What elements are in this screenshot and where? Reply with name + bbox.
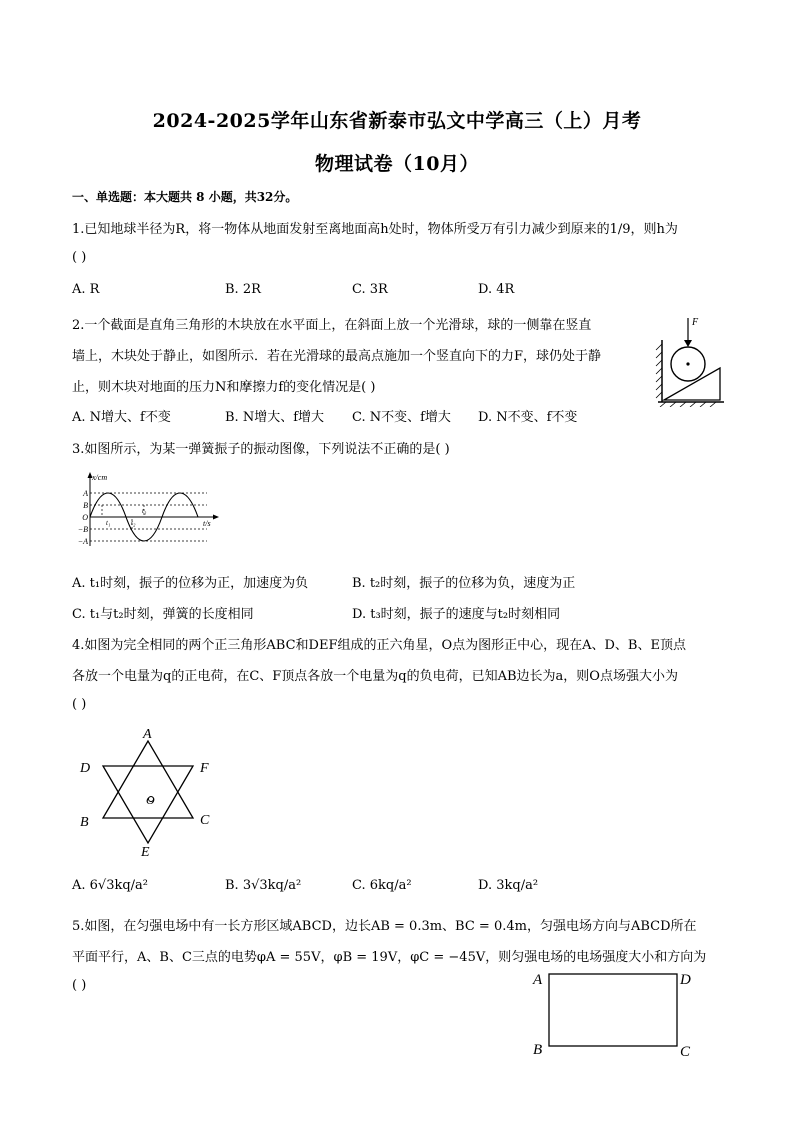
graph-tick-b: B (83, 501, 88, 510)
vertex-b: B (80, 815, 89, 830)
graph-tick-neg-b: −B (77, 525, 88, 534)
q3-option-d: D. t₃时刻，振子的速度与t₂时刻相同 (352, 607, 561, 622)
q3-option-c: C. t₁与t₂时刻，弹簧的长度相同 (72, 607, 254, 622)
q4-stem-line2: 各放一个电量为q的正电荷，在C、F顶点各放一个电量为q的负电荷，已知AB边长为a，则O点场强大小为 (72, 669, 678, 684)
q4-option-c: C. 6kq/a² (352, 878, 412, 893)
q2-option-d: D. N不变、f不变 (478, 410, 578, 425)
q5-stem-line1: 5.如图，在匀强电场中有一长方形区域ABCD，边长AB = 0.3m、BC = 0.4m，匀强电场方向与ABCD所在 (72, 919, 697, 934)
rectangle-abcd (549, 974, 677, 1046)
q5-rectangle-figure (528, 962, 702, 1060)
q1-stem-line1: 1.已知地球半径为R，将一物体从地面发射至离地面高h处时，物体所受万有引力减少到原来的1/9，则h为 (72, 222, 678, 237)
rect-vertex-d: D (680, 972, 691, 988)
q1-option-b: B. 2R (225, 282, 261, 297)
exam-title: 2024-2025学年山东省新泰市弘文中学高三（上）月考 (152, 110, 642, 132)
graph-y-label: x/cm (92, 473, 108, 482)
q2-option-a: A. N增大、f不变 (72, 410, 171, 425)
q2-option-c: C. N不变、f增大 (352, 410, 451, 425)
q1-option-a: A. R (72, 282, 100, 297)
graph-tick-neg-a: −A (77, 537, 88, 546)
q5-stem-line3: ( ) (72, 978, 87, 993)
q3-vibration-graph (72, 470, 222, 550)
q2-stem-line1: 2.一个截面是直角三角形的木块放在水平面上，在斜面上放一个光滑球，球的一侧靠在竖直 (72, 318, 592, 333)
vertex-e: E (141, 845, 150, 860)
q4-option-d: D. 3kq/a² (478, 878, 539, 893)
graph-t2: t₂ (131, 519, 136, 527)
vertex-a: A (143, 727, 152, 742)
exam-subtitle: 物理试卷（10月） (315, 153, 479, 175)
q3-option-a: A. t₁时刻，振子的位移为正，加速度为负 (72, 576, 309, 591)
q4-hexagram-figure (74, 722, 220, 862)
q2-option-b: B. N增大、f增大 (225, 410, 325, 425)
graph-tick-o: O (82, 513, 88, 522)
q2-stem-line3: 止，则木块对地面的压力N和摩擦力f的变化情况是( ) (72, 380, 376, 395)
q2-figure-ball-wedge (652, 312, 728, 407)
q4-option-b: B. 3√3kq/a² (225, 878, 302, 893)
q2-stem-line2: 墙上，木块处于静止，如图所示．若在光滑球的最高点施加一个竖直向下的力F，球仍处于静 (72, 349, 602, 364)
rect-vertex-c: C (680, 1044, 691, 1060)
section-heading: 一、单选题：本大题共 8 小题，共32分。 (72, 190, 298, 204)
vertex-d: D (80, 761, 91, 776)
q4-stem-line3: ( ) (72, 697, 87, 712)
graph-t1: t₁ (106, 519, 111, 527)
q3-stem-line1: 3.如图所示，为某一弹簧振子的振动图像，下列说法不正确的是( ) (72, 442, 450, 457)
rect-vertex-b: B (533, 1042, 543, 1058)
graph-t3: t₃ (142, 507, 147, 515)
vertex-f: F (200, 761, 209, 776)
force-label: F (692, 317, 699, 328)
q1-option-c: C. 3R (352, 282, 388, 297)
q4-stem-line1: 4.如图为完全相同的两个正三角形ABC和DEF组成的正六角星，O点为图形正中心，现在A、D、B、E顶点 (72, 638, 686, 653)
graph-x-label: t/s (203, 519, 211, 528)
rect-vertex-a: A (533, 972, 543, 988)
vertex-o: O (146, 793, 155, 807)
graph-tick-a: A (83, 489, 88, 498)
q5-stem-line2: 平面平行，A、B、C三点的电势φA = 55V，φB = 19V，φC = −45V，则匀强电场的电场强度大小和方向为 (72, 950, 707, 965)
q4-option-a: A. 6√3kq/a² (72, 878, 149, 893)
q1-option-d: D. 4R (478, 282, 515, 297)
q3-option-b: B. t₂时刻，振子的位移为负，速度为正 (352, 576, 576, 591)
q1-stem-line2: ( ) (72, 250, 87, 265)
vertex-c: C (200, 813, 210, 828)
